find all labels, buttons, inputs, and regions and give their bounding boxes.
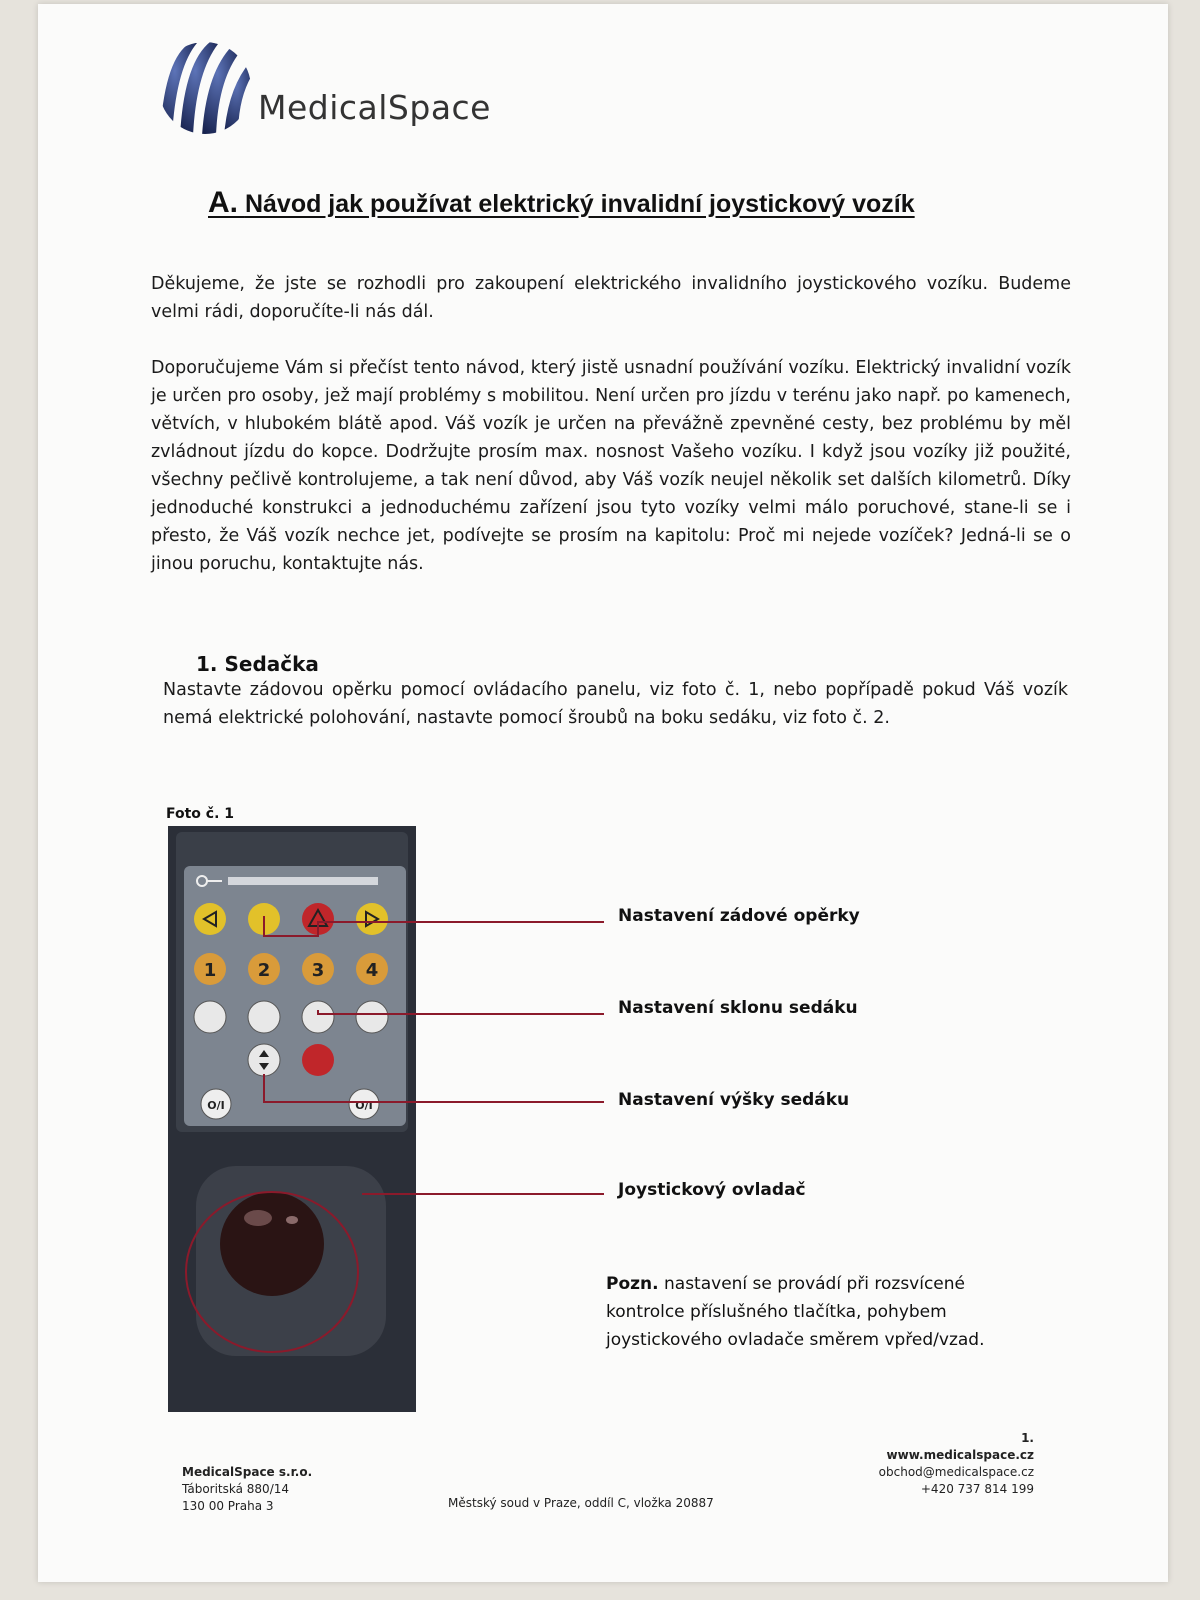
warning-button[interactable] [302,903,334,935]
svg-text:O/I: O/I [207,1099,225,1112]
power-button-right[interactable] [349,1089,379,1119]
svg-text:4: 4 [365,960,379,981]
footer-company: MedicalSpace s.r.o. [182,1465,313,1479]
speed-button-1[interactable] [194,953,226,985]
intro-paragraph: Děkujeme, že jste se rozhodli pro zakoupení elektrického invalidního joystickového vozíku. Budeme velmi rádi, doporučíte-li nás dál. [151,274,1071,322]
footer-city: 130 00 Praha 3 [182,1499,274,1513]
joystick-knob[interactable] [220,1192,324,1296]
callout-seat-height: Nastavení výšky sedáku [618,1090,850,1110]
svg-text:2: 2 [257,960,271,981]
note [606,1270,1026,1354]
note-text: nastavení se provádí při rozsvícené kontrolce příslušného tlačítka, pohybem joystickového ovladače směrem vpřed/vzad. [606,1274,985,1350]
note-label: Pozn. [606,1274,659,1294]
section-seat-text: Nastavte zádovou opěrku pomocí ovládacího panelu, viz foto č. 1, nebo popřípadě pokud Váš vozík nemá elektrické polohování, nastavte pomocí šroubů na boku sedáku, viz foto č. 2. [163,680,1068,728]
seat-tilt-button[interactable] [302,1001,334,1033]
usage-paragraph: Doporučujeme Vám si přečíst tento návod, který jistě usnadní používání vozíku. Elektrický invalidní vozík je určen pro osoby, jež mají problémy s mobilitou. Není určen pro jízdu v terénu jako např. po kamenech, větvích, v hlubokém blátě apod. Váš vozík je určen na převážně zpevněné cesty, bez problému by měl zvládnout jízdu do kopce. Dodržujte prosím max. nosnost Vašeho vozíku. I když jsou vozíky již použité, všechny pečlivě kontrolujeme, a tak není důvod, aby Váš vozík neujel několik set dalších kilometrů. Díky jednoduché konstrukci a jednoduchému zařízení jsou tyto vozíky velmi málo poruchové, stane-li se i přesto, že Váš vozík nechce jet, podívejte se prosím na kapitolu: Proč mi nejede vozíček? Jedná-li se o jinou poruchu, kontaktujte nás. [151,358,1071,574]
speed-button-3[interactable] [302,953,334,985]
page-number: 1. [1021,1431,1034,1445]
callout-joystick: Joystickový ovladač [618,1180,806,1200]
footer-phone: +420 737 814 199 [920,1482,1034,1496]
footer-street: Táboritská 880/14 [182,1482,290,1496]
left-indicator-button[interactable] [194,903,226,935]
photo-label: Foto č. 1 [166,806,235,822]
svg-text:O/I: O/I [355,1099,373,1112]
section-heading-seat: 1. Sedačka [196,652,319,676]
medicalspace-logo-icon [150,38,260,138]
footer-address [182,1464,312,1515]
control-panel-photo [168,826,416,1412]
right-indicator-button[interactable] [356,903,388,935]
footer-website[interactable]: www.medicalspace.cz [886,1448,1034,1462]
document-title [208,186,1008,220]
speed-button-2[interactable] [248,953,280,985]
legrest-right-button[interactable] [356,1001,388,1033]
document-page [38,4,1168,1582]
callout-backrest: Nastavení zádové opěrky [618,906,860,926]
svg-text:3: 3 [311,960,325,981]
horn-button[interactable] [302,1044,334,1076]
svg-text:1: 1 [203,960,217,981]
backrest-button[interactable] [248,1001,280,1033]
power-button-left[interactable] [201,1089,231,1119]
footer-court: Městský soud v Praze, oddíl C, vložka 20887 [448,1496,714,1510]
title-letter: A. [208,186,238,219]
title-text: Návod jak používat elektrický invalidní joystickový vozík [244,190,915,218]
seat-height-button[interactable] [248,1044,280,1076]
speed-button-4[interactable] [356,953,388,985]
battery-level-bar [228,877,378,885]
callout-seat-tilt: Nastavení sklonu sedáku [618,998,858,1018]
brand-name: MedicalSpace [258,88,491,127]
footer-contact [879,1430,1034,1498]
hazard-lights-button[interactable] [248,903,280,935]
footer-email[interactable]: obchod@medicalspace.cz [878,1465,1034,1479]
legrest-left-button[interactable] [194,1001,226,1033]
